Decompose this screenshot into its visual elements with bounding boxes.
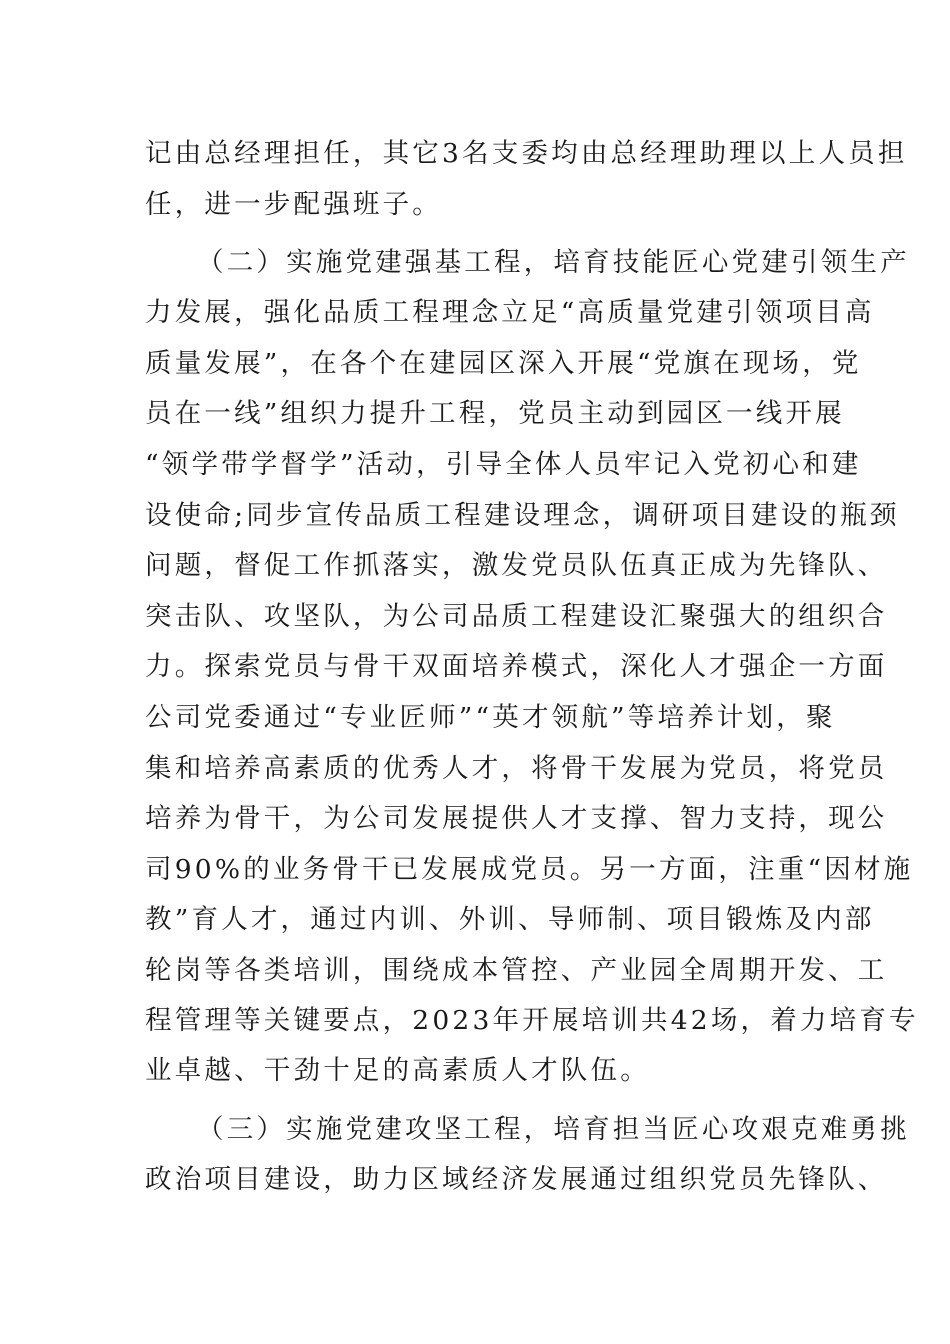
paragraph-2-line-3: 质量发展”，在各个在建园区深入开展“党旗在现场，党 [145,348,862,379]
paragraph-2-line-14: 教”育人才，通过内训、外训、导师制、项目锻炼及内部 [145,904,875,935]
paragraph-2-line-13: 司90%的业务骨干已发展成党员。另一方面，注重“因材施 [145,854,914,885]
paragraph-2-line-17: 业卓越、干劲十足的高素质人才队伍。 [145,1055,650,1086]
paragraph-3-line-2: 政治项目建设，助力区域经济发展通过组织党员先锋队、 [145,1164,888,1195]
paragraph-1-line-2: 任，进一步配强班子。 [145,189,442,220]
paragraph-1-line-1: 记由总经理担任，其它3名支委均由总经理助理以上人员担 [145,138,908,169]
paragraph-2-line-6: 设使命;同步宣传品质工程建设理念，调研项目建设的瓶颈 [145,500,900,531]
paragraph-2-line-4: 员在一线”组织力提升工程，党员主动到园区一线开展 [145,398,845,429]
paragraph-2-line-8: 突击队、攻坚队，为公司品质工程建设汇聚强大的组织合 [145,601,888,632]
paragraph-2-line-10: 公司党委通过“专业匠师”“英才领航”等培养计划，聚 [145,702,836,733]
paragraph-2-line-15: 轮岗等各类培训，围绕成本管控、产业园全周期开发、工 [145,955,888,986]
paragraph-2-line-11: 集和培养高素质的优秀人才，将骨干发展为党员，将党员 [145,753,888,784]
paragraph-2-line-9: 力。探索党员与骨干双面培养模式，深化人才强企一方面 [145,651,888,682]
paragraph-2-line-2: 力发展，强化品质工程理念立足“高质量党建引领项目高 [145,297,875,328]
paragraph-2-line-1: （二）实施党建强基工程，培育技能匠心党建引领生产 [197,247,910,278]
paragraph-2-line-12: 培养为骨干，为公司发展提供人才支撑、智力支持，现公 [145,803,888,834]
paragraph-2-line-7: 问题，督促工作抓落实，激发党员队伍真正成为先锋队、 [145,550,888,581]
paragraph-3-line-1: （三）实施党建攻坚工程，培育担当匠心攻艰克难勇挑 [197,1114,910,1145]
paragraph-2-line-5: “领学带学督学”活动，引导全体人员牢记入党初心和建 [145,449,862,480]
paragraph-2-line-16: 程管理等关键要点，2023年开展培训共42场，着力培育专 [145,1005,919,1036]
